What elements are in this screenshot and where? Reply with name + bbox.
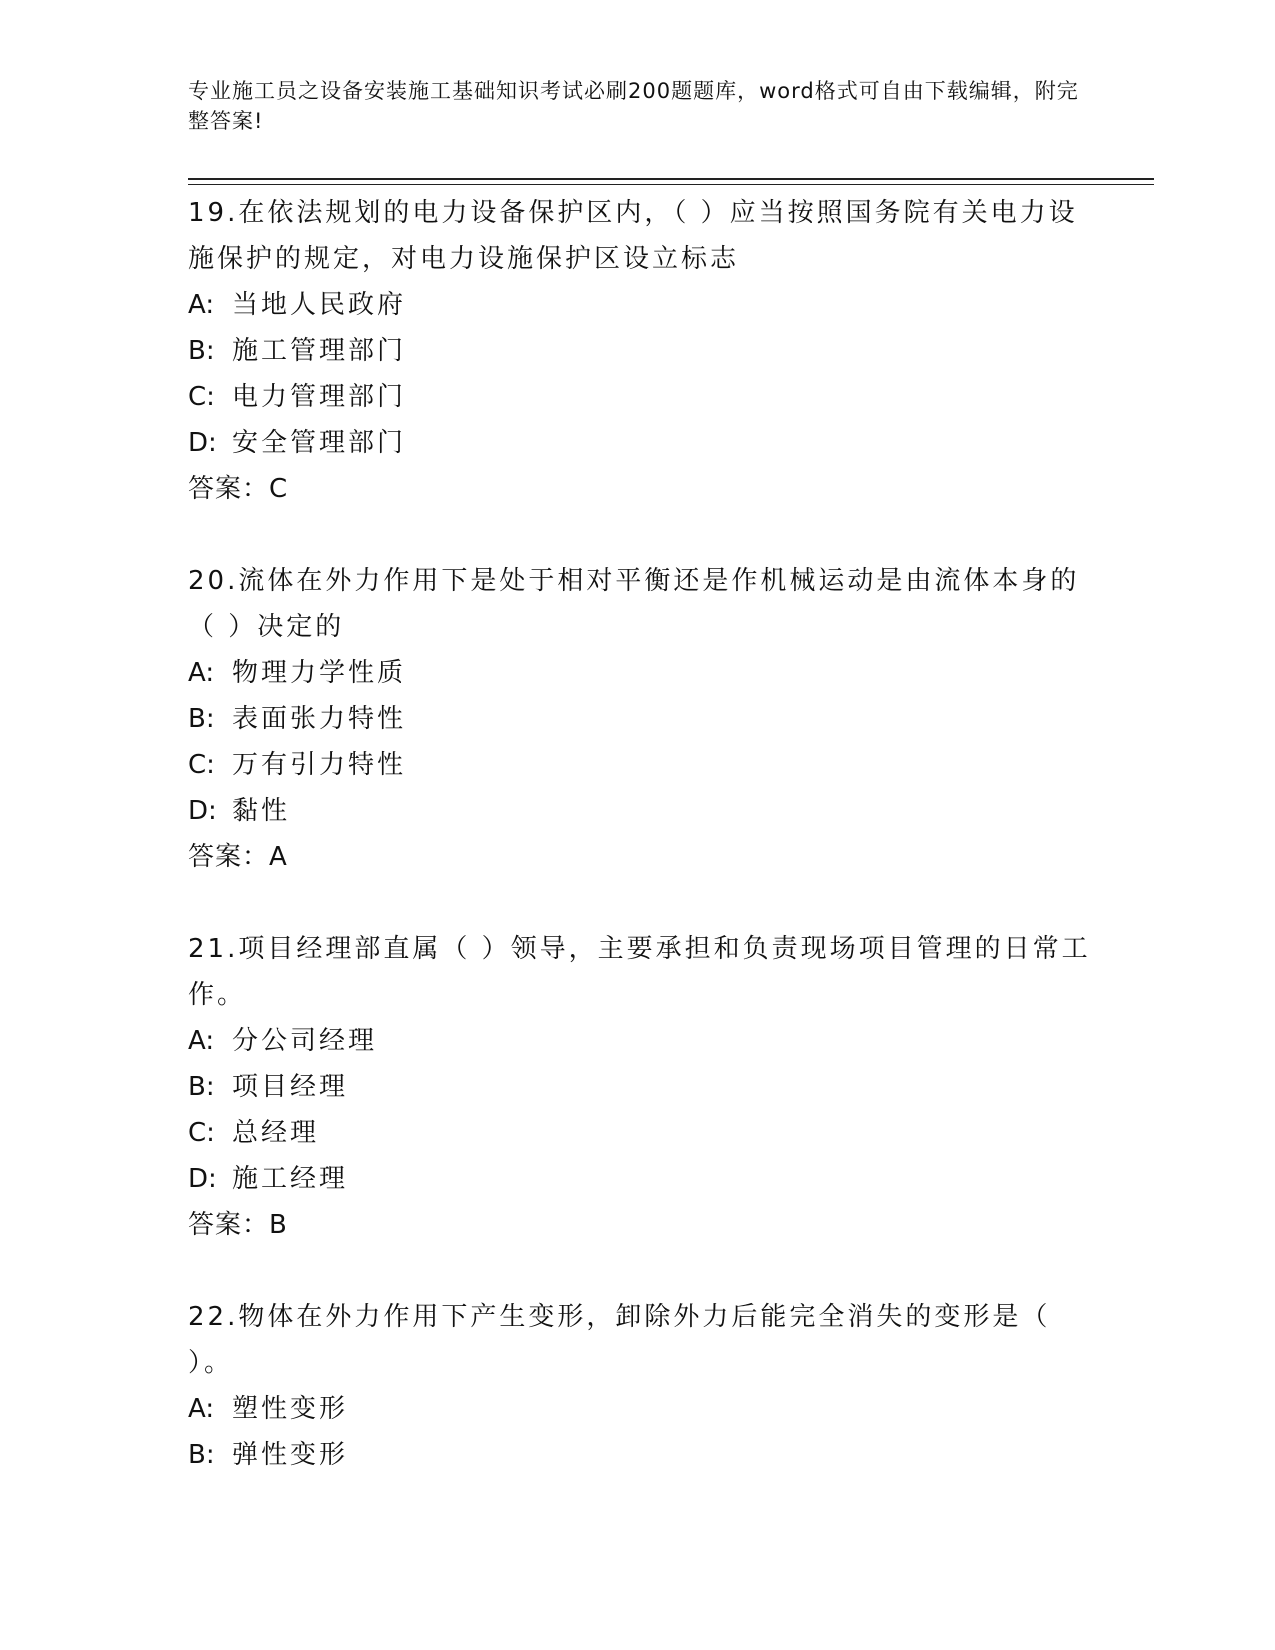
question-20 xyxy=(188,558,1098,880)
question-stem: 20.流体在外力作用下是处于相对平衡还是作机械运动是由流体本身的（ ）决定的 xyxy=(188,566,1080,642)
question-stem: 22.物体在外力作用下产生变形，卸除外力后能完全消失的变形是（ ）。 xyxy=(188,1302,1051,1378)
question-list xyxy=(188,190,1098,1524)
option-label: D: xyxy=(188,428,217,458)
option-text: 表面张力特性 xyxy=(232,704,407,734)
option-label: D: xyxy=(188,1164,217,1194)
option-label: A: xyxy=(188,658,215,688)
option-b xyxy=(188,1064,1098,1110)
question-22 xyxy=(188,1294,1098,1478)
option-b xyxy=(188,328,1098,374)
question-stem: 19.在依法规划的电力设备保护区内，（ ）应当按照国务院有关电力设施保护的规定，对电力设施保护区设立标志 xyxy=(188,198,1078,274)
option-label: B: xyxy=(188,336,215,366)
option-label: A: xyxy=(188,1026,215,1056)
option-label: C: xyxy=(188,750,215,780)
option-label: A: xyxy=(188,290,215,320)
question-stem: 21.项目经理部直属（ ）领导，主要承担和负责现场项目管理的日常工作。 xyxy=(188,934,1091,1010)
answer-line: 答案：A xyxy=(188,842,288,872)
header-divider-thin xyxy=(188,184,1154,185)
option-text: 塑性变形 xyxy=(232,1394,349,1424)
option-text: 黏性 xyxy=(232,796,291,826)
option-text: 施工管理部门 xyxy=(232,336,407,366)
option-label: C: xyxy=(188,382,215,412)
answer-line: 答案：B xyxy=(188,1210,288,1240)
option-text: 分公司经理 xyxy=(232,1026,378,1056)
question-21 xyxy=(188,926,1098,1248)
option-a xyxy=(188,650,1098,696)
answer-line: 答案：C xyxy=(188,474,289,504)
option-text: 项目经理 xyxy=(232,1072,349,1102)
option-label: D: xyxy=(188,796,217,826)
option-text: 弹性变形 xyxy=(232,1440,349,1470)
option-c xyxy=(188,742,1098,788)
option-a xyxy=(188,282,1098,328)
option-b xyxy=(188,696,1098,742)
option-text: 总经理 xyxy=(232,1118,320,1148)
question-19 xyxy=(188,190,1098,512)
option-label: B: xyxy=(188,1072,215,1102)
option-d xyxy=(188,788,1098,834)
option-label: B: xyxy=(188,1440,215,1470)
option-text: 电力管理部门 xyxy=(232,382,407,412)
option-label: B: xyxy=(188,704,215,734)
option-text: 安全管理部门 xyxy=(232,428,407,458)
option-label: C: xyxy=(188,1118,215,1148)
option-c xyxy=(188,1110,1098,1156)
option-text: 当地人民政府 xyxy=(232,290,407,320)
header-divider-thick xyxy=(188,178,1154,180)
option-d xyxy=(188,420,1098,466)
option-label: A: xyxy=(188,1394,215,1424)
option-text: 万有引力特性 xyxy=(232,750,407,780)
option-a xyxy=(188,1386,1098,1432)
option-text: 施工经理 xyxy=(232,1164,349,1194)
option-b xyxy=(188,1432,1098,1478)
option-text: 物理力学性质 xyxy=(232,658,407,688)
option-d xyxy=(188,1156,1098,1202)
option-c xyxy=(188,374,1098,420)
option-a xyxy=(188,1018,1098,1064)
document-header: 专业施工员之设备安装施工基础知识考试必刷200题题库，word格式可自由下载编辑，附完整答案! xyxy=(188,79,1079,133)
